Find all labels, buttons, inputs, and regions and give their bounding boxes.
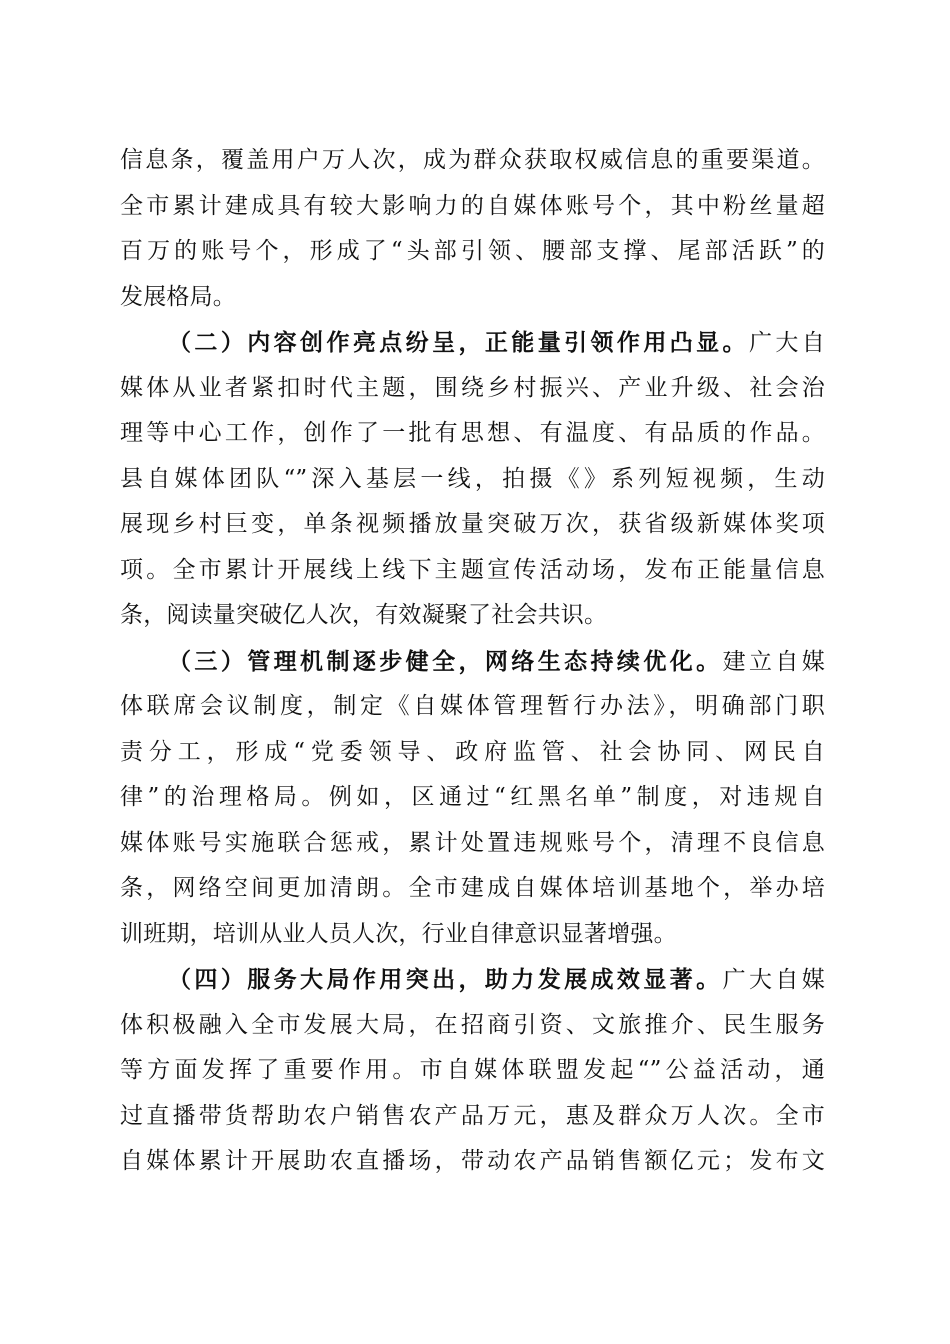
document-body (120, 138, 825, 1185)
paragraph-line: 责分工，形成“党委领导、政府监管、社会协同、网民自 (120, 738, 825, 765)
paragraph-line: 百万的账号个，形成了“头部引领、腰部支撑、尾部活跃”的 (120, 238, 825, 264)
paragraph-line: 训班期，培训从业人员人次，行业自律意识显著增强。 (120, 920, 677, 947)
paragraph-line: 理等中心工作，创作了一批有思想、有温度、有品质的作品。 (120, 420, 825, 446)
paragraph-line: 媒体账号实施联合惩戒，累计处置违规账号个，清理不良信息 (120, 829, 825, 856)
paragraph-line: 项。全市累计开展线上线下主题宣传活动场，发布正能量信息 (120, 556, 825, 583)
paragraph-line: 条，网络空间更加清朗。全市建成自媒体培训基地个，举办培 (120, 875, 825, 901)
paragraph-line: 体联席会议制度，制定《自媒体管理暂行办法》，明确部门职 (120, 693, 825, 719)
section-heading: （三）管理机制逐步健全，网络生态持续优化。 (168, 647, 723, 675)
paragraph-line: 发展格局。 (120, 283, 236, 310)
paragraph-text: 广大自 (748, 330, 825, 356)
paragraph-4 (120, 957, 825, 1185)
paragraph-2 (120, 320, 825, 639)
paragraph-line: 条，阅读量突破亿人次，有效凝聚了社会共识。 (120, 602, 608, 628)
paragraph-line: 律”的治理格局。例如，区通过“红黑名单”制度，对违规自 (120, 784, 825, 810)
paragraph-1 (120, 138, 825, 320)
paragraph-line: 全市累计建成具有较大影响力的自媒体账号个，其中粉丝量超 (120, 192, 825, 219)
section-heading: （四）服务大局作用突出，助力发展成效显著。 (168, 966, 723, 993)
paragraph-line: 自媒体累计开展助农直播场，带动农产品销售额亿元；发布文 (120, 1148, 825, 1174)
paragraph-first-line (120, 957, 825, 1003)
paragraph-line: 过直播带货帮助农户销售农产品万元，惠及群众万人次。全市 (120, 1102, 825, 1129)
section-heading: （二）内容创作亮点纷呈，正能量引领作用凸显。 (168, 329, 749, 356)
paragraph-text: 广大自媒 (722, 967, 825, 993)
paragraph-line: 体积极融入全市发展大局，在招商引资、文旅推介、民生服务 (120, 1011, 825, 1038)
paragraph-line: 等方面发挥了重要作用。市自媒体联盟发起“”公益活动，通 (120, 1057, 825, 1083)
paragraph-3 (120, 639, 825, 958)
paragraph-text: 建立自媒 (722, 648, 825, 675)
paragraph-line: 信息条，覆盖用户万人次，成为群众获取权威信息的重要渠道。 (120, 147, 825, 173)
paragraph-line: 媒体从业者紧扣时代主题，围绕乡村振兴、产业升级、社会治 (120, 374, 825, 401)
paragraph-line: 展现乡村巨变，单条视频播放量突破万次，获省级新媒体奖项 (120, 511, 825, 537)
paragraph-first-line (120, 320, 825, 366)
paragraph-line: 县自媒体团队“”深入基层一线，拍摄《》系列短视频，生动 (120, 465, 825, 492)
paragraph-first-line (120, 639, 825, 685)
